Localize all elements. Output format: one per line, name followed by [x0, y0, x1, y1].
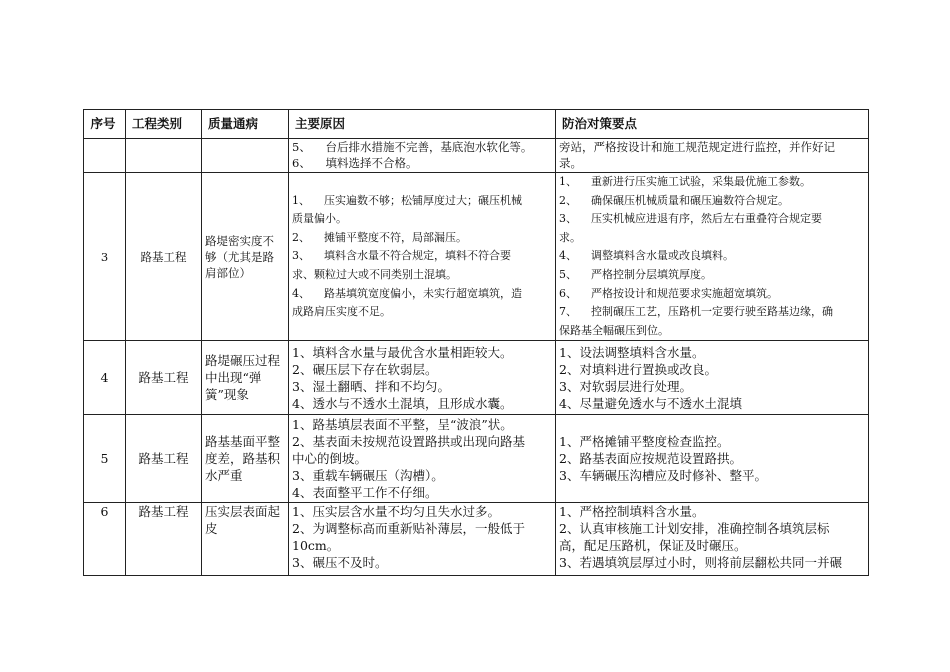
measure-line: 1、严格控制填料含水量。 — [559, 504, 705, 520]
row-no: 4 — [84, 341, 126, 415]
col-header-defect: 质量通病 — [202, 110, 289, 139]
cause-line: 4、 路基填筑宽度偏小，未实行超宽填筑，造 — [292, 286, 522, 300]
row-type — [126, 139, 202, 173]
measure-line: 高，配足压路机，保证及时碾压。 — [559, 538, 747, 554]
cause-line: 3、湿土翻晒、拌和不均匀。 — [292, 378, 450, 394]
measure-line: 1、严格摊铺平整度检查监控。 — [559, 434, 730, 450]
col-header-no: 序号 — [84, 110, 126, 139]
cause-line: 2、碾压层下存在软弱层。 — [292, 361, 438, 377]
table-row-6 — [84, 503, 869, 576]
table-row-continued — [84, 139, 869, 173]
row-measures — [556, 173, 869, 341]
row-no: 3 — [84, 173, 126, 341]
quality-defects-table — [83, 109, 869, 576]
row-type: 路基工程 — [126, 415, 202, 503]
col-header-type: 工程类别 — [126, 110, 202, 139]
cause-line: 质量偏小。 — [292, 212, 347, 226]
cause-line: 2、基表面未按规范设置路拱或出现向路基 — [292, 434, 525, 450]
measure-line: 4、 调整填料含水量或改良填料。 — [559, 249, 734, 263]
table-row-5 — [84, 415, 869, 503]
cause-line: 1、路基填层表面不平整，呈“波浪”状。 — [292, 417, 513, 433]
cause-line: 5、 台后排水措施不完善，基底泡水软化等。 — [292, 140, 533, 154]
row-defect: 路基基面平整度差，路基积水严重 — [202, 415, 289, 503]
row-causes — [289, 415, 556, 503]
row-type: 路基工程 — [126, 341, 202, 415]
measure-line: 1、 重新进行压实施工试验，采集最优施工参数。 — [559, 175, 811, 188]
measure-line: 3、 压实机械应进退有序，然后左右重叠符合规定要 — [559, 212, 822, 226]
cause-line: 3、碾压不及时。 — [292, 555, 388, 571]
cause-line: 中心的倒坡。 — [292, 451, 368, 467]
row-type: 路基工程 — [126, 503, 202, 576]
cause-line: 10cm。 — [292, 538, 340, 554]
row-measures — [556, 139, 869, 173]
row-no — [84, 139, 126, 173]
measure-line: 1、设法调整填料含水量。 — [559, 344, 705, 360]
row-measures — [556, 415, 869, 503]
cause-line: 1、 压实遍数不够；松铺厚度过大；碾压机械 — [292, 193, 522, 207]
measure-line: 7、 控制碾压工艺，压路机一定要行驶至路基边缘，确 — [559, 305, 833, 319]
cause-line: 2、为调整标高而重新贴补薄层，一般低于 — [292, 521, 525, 537]
table-row-4 — [84, 341, 869, 415]
row-causes — [289, 503, 556, 576]
measure-line: 2、 确保碾压机械质量和碾压遍数符合规定。 — [559, 193, 789, 207]
cause-line: 3、 填料含水量不符合规定，填料不符合要 — [292, 249, 511, 263]
row-defect: 路堤碾压过程中出现“弹簧”现象 — [202, 341, 289, 415]
row-measures — [556, 503, 869, 576]
row-type: 路基工程 — [126, 173, 202, 341]
cause-line: 成路肩压实度不足。 — [292, 305, 391, 319]
measure-line: 保路基全幅碾压到位。 — [559, 323, 669, 337]
row-causes — [289, 341, 556, 415]
row-no: 6 — [84, 503, 126, 576]
row-measures — [556, 341, 869, 415]
measure-line: 6、 严格按设计和规范要求实施超宽填筑。 — [559, 286, 778, 300]
row-defect: 压实层表面起皮 — [202, 503, 289, 576]
cause-line: 求、颗粒过大或不同类别土混填。 — [292, 267, 457, 281]
row-defect — [202, 139, 289, 173]
measure-line: 2、路基表面应按规范设置路拱。 — [559, 451, 742, 467]
row-causes — [289, 173, 556, 341]
cause-line: 6、 填料选择不合格。 — [292, 156, 418, 170]
measure-line: 旁站，严格按设计和施工规范规定进行监控，并作好记 — [559, 140, 835, 154]
measure-line: 3、对软弱层进行处理。 — [559, 378, 692, 394]
row-defect: 路堤密实度不够（尤其是路肩部位） — [202, 173, 289, 341]
measure-line: 求。 — [559, 230, 581, 244]
measure-line: 4、尽量避免透水与不透水土混填 — [559, 395, 742, 411]
cause-line: 1、压实层含水量不均匀且失水过多。 — [292, 504, 500, 520]
cause-line: 2、 摊铺平整度不符，局部漏压。 — [292, 230, 467, 244]
measure-line: 2、认真审核施工计划安排，准确控制各填筑层标 — [559, 521, 830, 537]
col-header-measures: 防治对策要点 — [556, 110, 869, 139]
cause-line: 4、透水与不透水土混填，且形成水囊。 — [292, 395, 513, 411]
measure-line: 3、车辆碾压沟槽应及时修补、整平。 — [559, 468, 767, 484]
col-header-causes: 主要原因 — [289, 110, 556, 139]
measure-line: 5、 严格控制分层填筑厚度。 — [559, 267, 712, 281]
measure-line: 3、若遇填筑层厚过小时，则将前层翻松共同一并碾 — [559, 555, 842, 571]
row-causes — [289, 139, 556, 173]
measure-line: 2、对填料进行置换或改良。 — [559, 361, 717, 377]
cause-line: 4、表面整平工作不仔细。 — [292, 485, 438, 501]
cause-line: 1、填料含水量与最优含水量相距较大。 — [292, 344, 513, 360]
table-row-3 — [84, 173, 869, 341]
table-header-row — [84, 110, 869, 139]
cause-line: 3、重载车辆碾压（沟槽）。 — [292, 468, 444, 484]
row-no: 5 — [84, 415, 126, 503]
measure-line: 录。 — [559, 156, 582, 170]
